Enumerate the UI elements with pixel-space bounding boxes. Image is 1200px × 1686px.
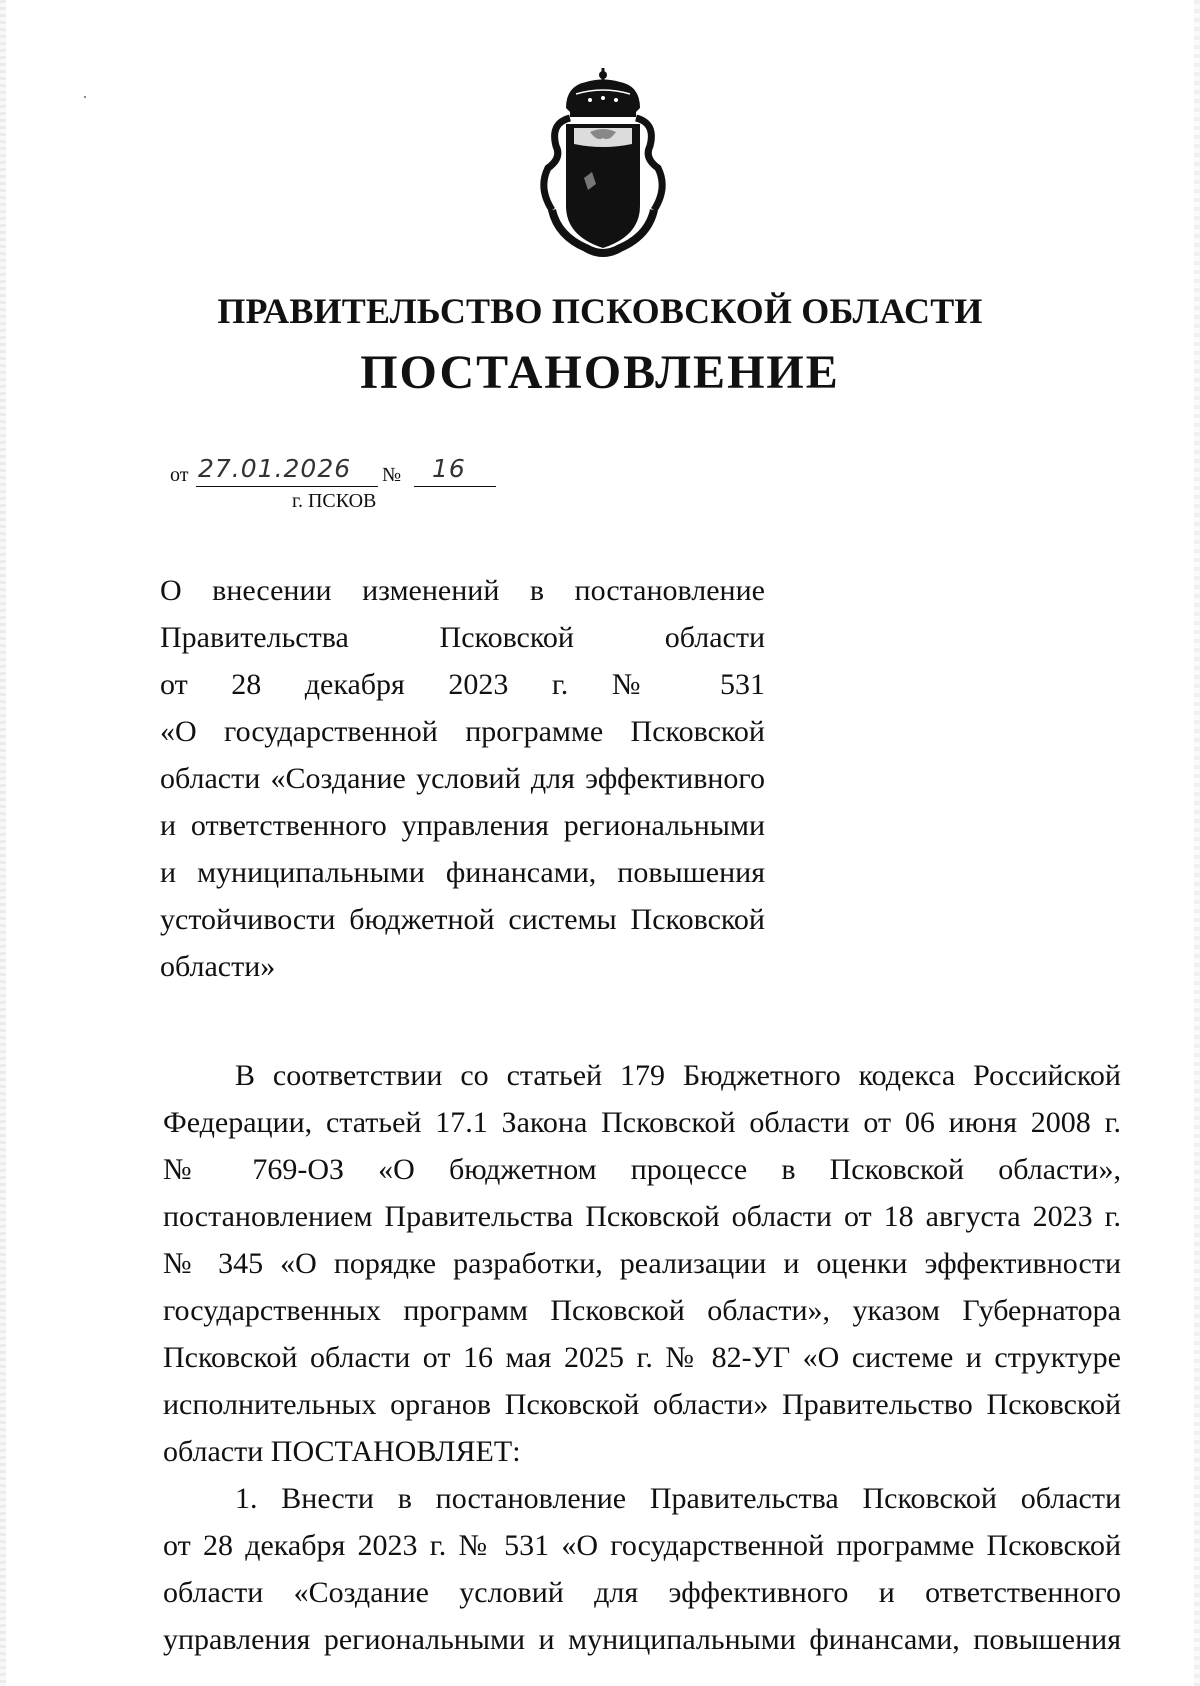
subject-line: и ответственного управления региональными bbox=[160, 809, 765, 842]
body-line: Псковской области от 16 мая 2025 г. № 82-УГ «О системе и структуре bbox=[163, 1341, 1121, 1374]
number-underline bbox=[414, 486, 496, 487]
body-line: области «Создание условий для эффективного и ответственного bbox=[163, 1576, 1121, 1609]
scan-speck bbox=[84, 96, 86, 98]
document-subject bbox=[160, 567, 765, 990]
city-label: г. ПСКОВ bbox=[292, 490, 377, 512]
subject-line: «О государственной программе Псковской bbox=[160, 715, 765, 748]
subject-line: области» bbox=[160, 950, 276, 983]
number-value: 16 bbox=[432, 454, 466, 483]
body-line: государственных программ Псковской области», указом Губернатора bbox=[163, 1294, 1121, 1327]
body-line: постановлением Правительства Псковской области от 18 августа 2023 г. bbox=[163, 1200, 1121, 1233]
number-prefix: № bbox=[382, 464, 402, 486]
subject-line: области «Создание условий для эффективного bbox=[160, 762, 765, 795]
body-line: Федерации, статьей 17.1 Закона Псковской области от 06 июня 2008 г. bbox=[163, 1106, 1121, 1139]
body-line: 1. Внести в постановление Правительства Псковской области bbox=[235, 1482, 1121, 1515]
date-underline bbox=[196, 486, 378, 487]
document-type-heading: ПОСТАНОВЛЕНИЕ bbox=[360, 346, 840, 399]
scan-edge-right bbox=[1194, 0, 1200, 1686]
body-line: области ПОСТАНОВЛЯЕТ: bbox=[163, 1435, 521, 1468]
subject-line: О внесении изменений в постановление bbox=[160, 574, 765, 607]
body-line: В соответствии со статьей 179 Бюджетного кодекса Российской bbox=[235, 1059, 1121, 1092]
coat-of-arms-icon bbox=[530, 68, 676, 264]
body-line: № 345 «О порядке разработки, реализации и оценки эффективности bbox=[163, 1247, 1121, 1280]
document-body bbox=[163, 1052, 1121, 1663]
subject-line: Правительства Псковской области bbox=[160, 621, 765, 654]
scan-edge-left bbox=[0, 0, 6, 1686]
subject-line: и муниципальными финансами, повышения bbox=[160, 856, 765, 889]
body-line: от 28 декабря 2023 г. № 531 «О государственной программе Псковской bbox=[163, 1529, 1121, 1562]
date-value: 27.01.2026 bbox=[198, 454, 352, 483]
subject-line: от 28 декабря 2023 г. № 531 bbox=[160, 668, 765, 701]
body-line: № 769-ОЗ «О бюджетном процессе в Псковской области», bbox=[163, 1153, 1121, 1186]
body-line: исполнительных органов Псковской области» Правительство Псковской bbox=[163, 1388, 1121, 1421]
date-prefix: от bbox=[170, 464, 189, 486]
subject-line: устойчивости бюджетной системы Псковской bbox=[160, 903, 765, 936]
body-line: управления региональными и муниципальными финансами, повышения bbox=[163, 1623, 1121, 1656]
government-title: ПРАВИТЕЛЬСТВО ПСКОВСКОЙ ОБЛАСТИ bbox=[217, 291, 983, 331]
